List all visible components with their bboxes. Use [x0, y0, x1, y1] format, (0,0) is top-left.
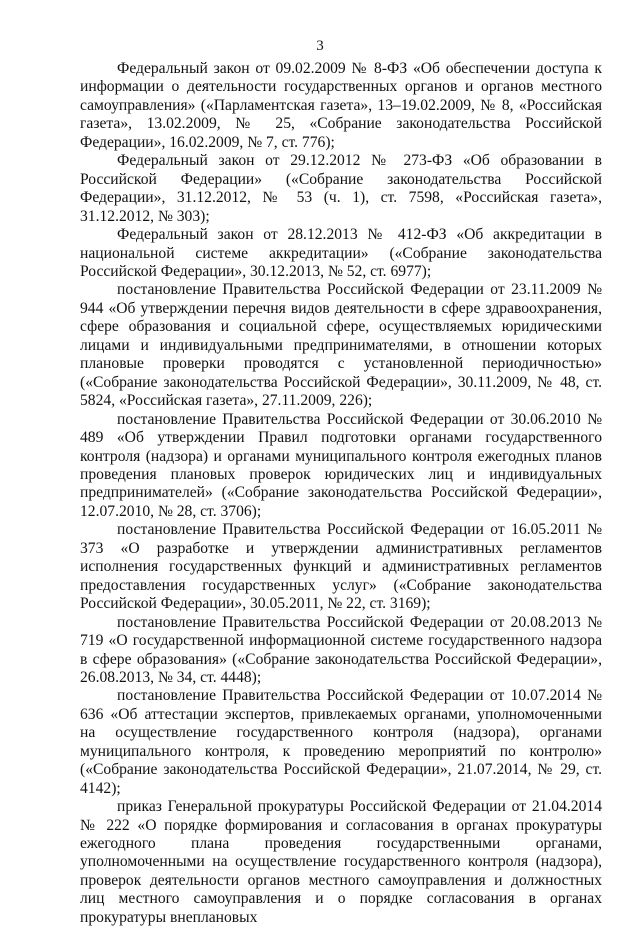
paragraph-decree-636: постановление Правительства Российской Федерации от 10.07.2014 № 636 «Об аттестации экспертов, привлекаемых органами, уполномоченными на осуществление государственного контроля (надзора), органами муниципального контроля, к проведению мероприятий по контролю» («Собрание законодательства Российской Федерации», 21.07.2014, № 29, ст. 4142); [80, 687, 602, 797]
paragraph-decree-489: постановление Правительства Российской Федерации от 30.06.2010 № 489 «Об утверждении Правил подготовки органами государственного контроля (надзора) и органами муниципального контроля ежегодных планов проведения плановых проверок юридических лиц и индивидуальных предпринимателей» («Собрание законодательства Российской Федерации», 12.07.2010, № 28, ст. 3706); [80, 410, 602, 520]
paragraph-decree-719: постановление Правительства Российской Федерации от 20.08.2013 № 719 «О государственной информационной системе государственного надзора в сфере образования» («Собрание законодательства Российской Федерации», 26.08.2013, № 34, ст. 4448); [80, 613, 602, 686]
page-number: 3 [316, 38, 324, 54]
paragraph-law-273-fz: Федеральный закон от 29.12.2012 № 273-ФЗ «Об образовании в Российской Федерации» («Собрание законодательства Российской Федерации», 31.12.2012, № 53 (ч. 1), ст. 7598, «Российская газета», 31.12.2012, № 303); [80, 152, 602, 225]
document-body [80, 60, 602, 927]
paragraph-decree-944: постановление Правительства Российской Федерации от 23.11.2009 № 944 «Об утверждении перечня видов деятельности в сфере здравоохранения, сфере образования и социальной сфере, осуществляемых юридическими лицами и индивидуальными предпринимателями, в отношении которых плановые проверки проводятся с установленной периодичностью» («Собрание законодательства Российской Федерации», 30.11.2009, № 48, ст. 5824, «Российская газета», 27.11.2009, 226); [80, 281, 602, 410]
paragraph-law-8-fz: Федеральный закон от 09.02.2009 № 8-ФЗ «Об обеспечении доступа к информации о деятельности государственных органов и органов местного самоуправления» («Парламентская газета», 13–19.02.2009, № 8, «Российская газета», 13.02.2009, № 25, «Собрание законодательства Российской Федерации», 16.02.2009, № 7, ст. 776); [80, 60, 602, 151]
paragraph-decree-373: постановление Правительства Российской Федерации от 16.05.2011 № 373 «О разработке и утверждении административных регламентов исполнения государственных функций и административных регламентов предоставления государственных услуг» («Собрание законодательства Российской Федерации», 30.05.2011, № 22, ст. 3169); [80, 521, 602, 613]
paragraph-order-222: приказ Генеральной прокуратуры Российской Федерации от 21.04.2014 № 222 «О порядке формирования и согласования в органах прокуратуры ежегодного плана проведения государственными органами, уполномоченными на осуществление государственного контроля (надзора), проверок деятельности органов местного самоуправления и должностных лиц местного самоуправления и о порядке согласования в органах прокуратуры внеплановых [80, 798, 602, 926]
paragraph-law-412-fz: Федеральный закон от 28.12.2013 № 412-ФЗ «Об аккредитации в национальной системе аккредитации» («Собрание законодательства Российской Федерации», 30.12.2013, № 52, ст. 6977); [80, 226, 602, 280]
